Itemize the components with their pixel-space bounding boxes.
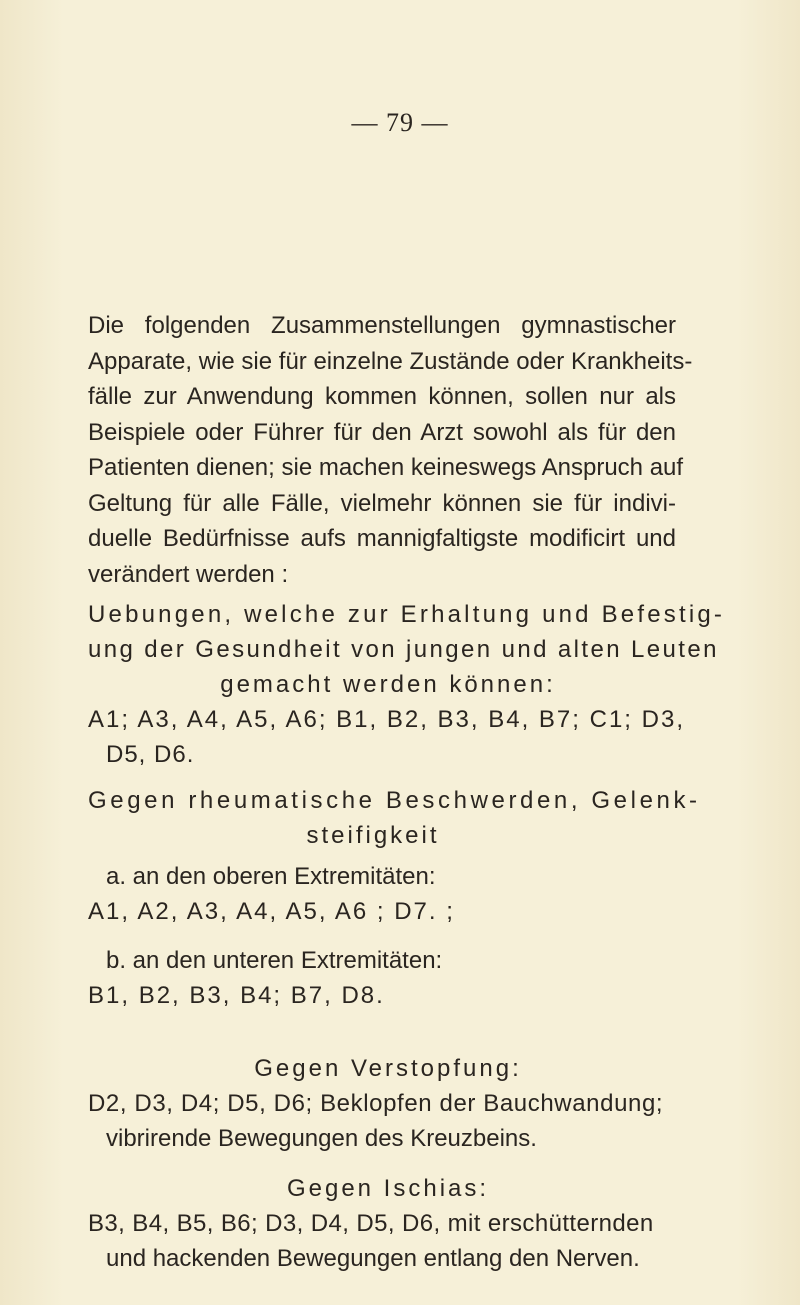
- section-heading: Uebungen, welche zur Erhaltung und Befestig-: [88, 601, 726, 628]
- section-sciatica: [88, 1171, 688, 1276]
- section-heading: Gegen Ischias:: [286, 1175, 490, 1202]
- section-constipation: [88, 1051, 688, 1156]
- section-heading: steifigkeit: [306, 822, 440, 849]
- section-text: B3, B4, B5, B6; D3, D4, D5, D6, mit erschütternden: [88, 1210, 654, 1237]
- section-rheumatism: [88, 783, 701, 1013]
- section-text: und hackenden Bewegungen entlang den Nerven.: [106, 1245, 640, 1272]
- section-health-exercises: [88, 597, 726, 772]
- intro-paragraph: [88, 308, 693, 592]
- subsection-label: b. an den unteren Extremitäten:: [106, 947, 443, 974]
- section-heading: Gegen rheumatische Beschwerden, Gelenk-: [88, 787, 701, 814]
- exercise-codes: A1; A3, A4, A5, A6; B1, B2, B3, B4, B7; C1; D3,: [88, 706, 685, 733]
- subsection-label: a. an den oberen Extremitäten:: [106, 863, 436, 890]
- intro-line: fälle zur Anwendung kommen können, sollen nur als: [88, 383, 676, 410]
- section-heading: ung der Gesundheit von jungen und alten Leuten: [88, 636, 719, 663]
- intro-line: Patienten dienen; sie machen keineswegs Anspruch auf: [88, 454, 684, 481]
- intro-line: duelle Bedürfnisse aufs mannigfaltigste modificirt und: [88, 525, 676, 552]
- section-heading: gemacht werden können:: [220, 671, 556, 698]
- intro-line: Die folgenden Zusammenstellungen gymnastischer: [88, 312, 676, 339]
- page-number: — 79 —: [351, 108, 449, 137]
- section-text: vibrirende Bewegungen des Kreuzbeins.: [106, 1125, 537, 1152]
- intro-line: verändert werden :: [88, 560, 289, 588]
- intro-line: Geltung für alle Fälle, vielmehr können sie für indivi-: [88, 489, 676, 517]
- exercise-codes: B1, B2, B3, B4; B7, D8.: [88, 982, 385, 1009]
- exercise-codes: A1, A2, A3, A4, A5, A6 ; D7. ;: [88, 898, 455, 925]
- section-text: D2, D3, D4; D5, D6; Beklopfen der Bauchwandung;: [88, 1090, 664, 1117]
- section-heading: Gegen Verstopfung:: [254, 1055, 522, 1082]
- exercise-codes: D5, D6.: [106, 741, 195, 768]
- intro-line: Beispiele oder Führer für den Arzt sowohl als für den: [88, 418, 676, 446]
- intro-line: Apparate, wie sie für einzelne Zustände oder Krankheits-: [88, 347, 693, 375]
